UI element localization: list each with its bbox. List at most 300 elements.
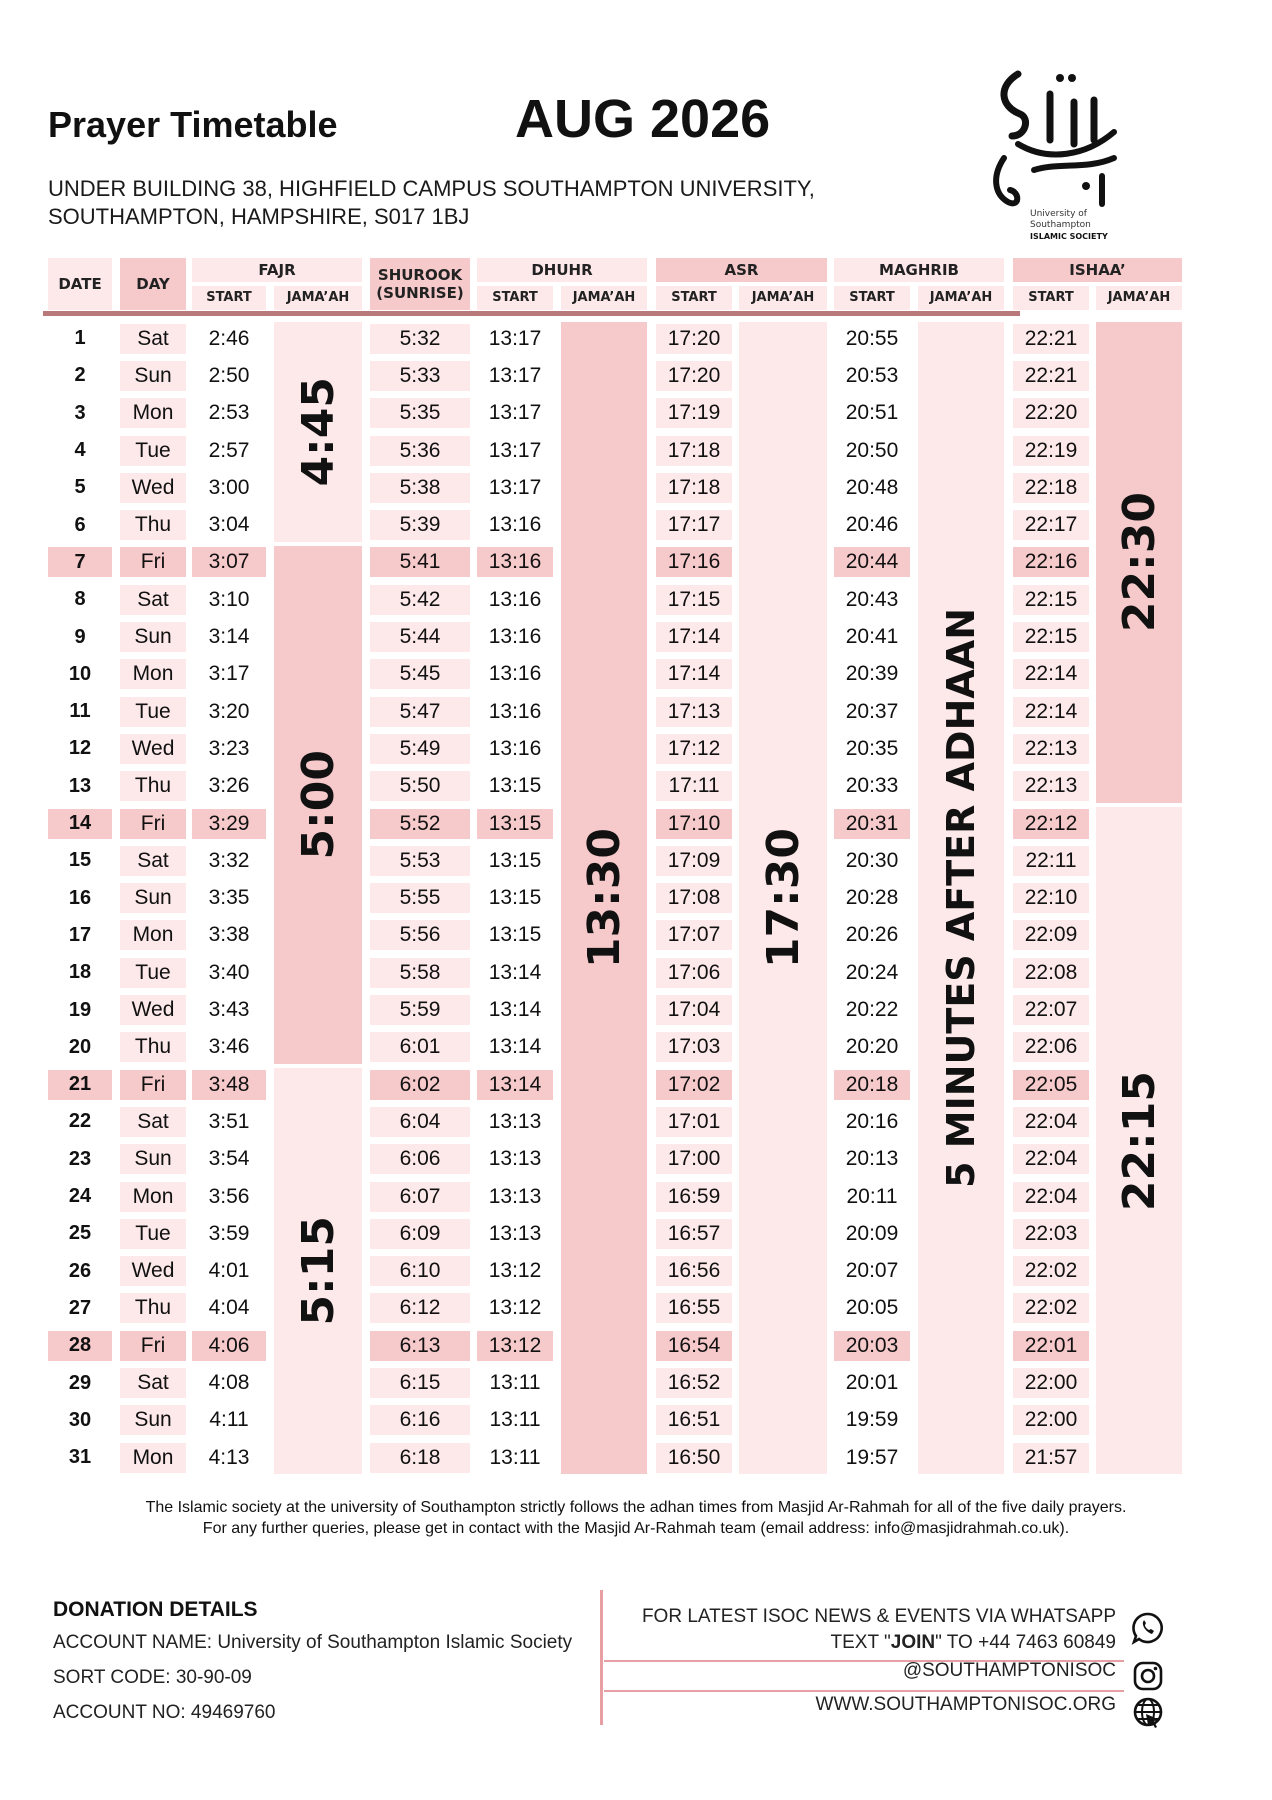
fajr-start-cell: 3:14 bbox=[208, 625, 250, 649]
ishaa-start-cell: 22:14 bbox=[1013, 659, 1089, 689]
asr-jamaah-time: 17:30 bbox=[757, 828, 809, 969]
maghrib-start-cell: 19:59 bbox=[845, 1408, 899, 1432]
day-cell: Fri bbox=[120, 1070, 186, 1100]
ishaa-start-cell: 22:17 bbox=[1013, 510, 1089, 540]
maghrib-start-cell: 20:39 bbox=[845, 662, 899, 686]
shurook-cell: 6:15 bbox=[370, 1368, 470, 1398]
asr-start-cell: 17:08 bbox=[656, 883, 732, 913]
day-cell: Sun bbox=[120, 1144, 186, 1174]
day-cell: Fri bbox=[120, 547, 186, 577]
dhuhr-start-cell: 13:13 bbox=[488, 1184, 542, 1208]
shurook-cell: 6:07 bbox=[370, 1182, 470, 1212]
fajr-start-cell: 2:46 bbox=[208, 326, 250, 350]
shurook-cell: 6:13 bbox=[370, 1331, 470, 1361]
date-cell: 10 bbox=[68, 662, 92, 685]
day-cell: Sun bbox=[120, 361, 186, 391]
date-cell: 20 bbox=[68, 1035, 92, 1058]
date-cell: 3 bbox=[74, 401, 86, 424]
day-cell: Mon bbox=[120, 920, 186, 950]
dhuhr-start-cell: 13:11 bbox=[489, 1371, 541, 1395]
shurook-cell: 6:12 bbox=[370, 1293, 470, 1323]
dhuhr-jamaah-header: JAMA’AH bbox=[561, 286, 647, 310]
maghrib-start-cell: 20:16 bbox=[845, 1109, 899, 1133]
fajr-start-cell: 3:04 bbox=[208, 513, 250, 537]
ishaa-start-cell: 22:09 bbox=[1013, 920, 1089, 950]
ishaa-start-cell: 22:08 bbox=[1013, 958, 1089, 988]
date-cell: 6 bbox=[74, 513, 86, 536]
dhuhr-start-cell: 13:16 bbox=[488, 736, 542, 760]
dhuhr-start-cell: 13:15 bbox=[477, 809, 553, 839]
logo-text-1: University of bbox=[1030, 209, 1087, 219]
fajr-jamaah-time: 5:15 bbox=[292, 1216, 344, 1326]
maghrib-start-cell: 20:22 bbox=[845, 998, 899, 1022]
date-cell: 16 bbox=[68, 886, 92, 909]
maghrib-start-cell: 20:28 bbox=[845, 886, 899, 910]
fajr-start-cell: 3:43 bbox=[208, 998, 250, 1022]
asr-start-cell: 17:01 bbox=[656, 1107, 732, 1137]
whatsapp-pre: TEXT " bbox=[830, 1632, 891, 1653]
day-cell: Sat bbox=[120, 1368, 186, 1398]
date-cell: 26 bbox=[68, 1259, 92, 1282]
dhuhr-start-cell: 13:13 bbox=[488, 1221, 542, 1245]
fajr-start-cell: 4:11 bbox=[209, 1408, 249, 1432]
maghrib-start-cell: 20:50 bbox=[845, 438, 899, 462]
day-cell: Sat bbox=[120, 324, 186, 354]
maghrib-jamaah-block bbox=[918, 322, 1004, 1474]
date-cell: 19 bbox=[68, 998, 92, 1021]
maghrib-start-cell: 20:07 bbox=[845, 1259, 899, 1283]
day-cell: Sat bbox=[120, 1107, 186, 1137]
shurook-cell: 5:59 bbox=[370, 995, 470, 1025]
ishaa-start-cell: 22:12 bbox=[1013, 809, 1089, 839]
maghrib-start-cell: 20:37 bbox=[845, 699, 899, 723]
dhuhr-start-cell: 13:12 bbox=[477, 1331, 553, 1361]
fajr-start-cell: 3:32 bbox=[208, 848, 250, 872]
maghrib-start-cell: 20:43 bbox=[845, 587, 899, 611]
day-cell: Thu bbox=[120, 510, 186, 540]
ishaa-start-cell: 22:20 bbox=[1013, 398, 1089, 428]
ishaa-start-cell: 22:21 bbox=[1013, 361, 1089, 391]
shurook-cell: 5:35 bbox=[370, 398, 470, 428]
dhuhr-start-cell: 13:16 bbox=[488, 513, 542, 537]
maghrib-start-cell: 20:31 bbox=[834, 809, 910, 839]
asr-start-cell: 17:17 bbox=[656, 510, 732, 540]
date-cell: 7 bbox=[48, 547, 112, 577]
instagram-handle[interactable]: @SOUTHAMPTONISOC bbox=[902, 1660, 1116, 1681]
dhuhr-start-cell: 13:15 bbox=[488, 848, 542, 872]
globe-icon[interactable] bbox=[1130, 1694, 1166, 1730]
asr-start-cell: 17:18 bbox=[656, 436, 732, 466]
donation-account-no: ACCOUNT NO: 49469760 bbox=[53, 1702, 276, 1723]
day-cell: Sun bbox=[120, 622, 186, 652]
date-cell: 21 bbox=[48, 1070, 112, 1100]
shurook-cell: 5:38 bbox=[370, 473, 470, 503]
asr-start-cell: 16:59 bbox=[656, 1182, 732, 1212]
fajr-start-cell: 3:59 bbox=[208, 1221, 250, 1245]
asr-start-cell: 17:18 bbox=[656, 473, 732, 503]
shurook-cell: 6:10 bbox=[370, 1256, 470, 1286]
fajr-start-cell: 3:23 bbox=[208, 736, 250, 760]
donation-account-name: ACCOUNT NAME: University of Southampton Islamic Society bbox=[53, 1632, 573, 1653]
maghrib-start-cell: 20:18 bbox=[834, 1070, 910, 1100]
logo-text-2: Southampton bbox=[1030, 220, 1091, 230]
dhuhr-start-cell: 13:11 bbox=[489, 1445, 541, 1469]
maghrib-start-cell: 19:57 bbox=[845, 1445, 899, 1469]
ishaa-start-cell: 22:06 bbox=[1013, 1032, 1089, 1062]
date-cell: 23 bbox=[68, 1147, 92, 1170]
ishaa-start-cell: 22:04 bbox=[1013, 1144, 1089, 1174]
date-cell: 18 bbox=[68, 961, 92, 984]
dhuhr-start-cell: 13:13 bbox=[488, 1147, 542, 1171]
dhuhr-start-cell: 13:15 bbox=[488, 886, 542, 910]
shurook-header bbox=[370, 258, 470, 310]
fajr-header: FAJR bbox=[192, 258, 362, 282]
dhuhr-start-cell: 13:15 bbox=[488, 774, 542, 798]
ishaa-start-cell: 22:04 bbox=[1013, 1182, 1089, 1212]
dhuhr-start-cell: 13:14 bbox=[488, 960, 542, 984]
day-cell: Wed bbox=[120, 995, 186, 1025]
shurook-cell: 6:01 bbox=[370, 1032, 470, 1062]
day-cell: Fri bbox=[120, 809, 186, 839]
asr-start-cell: 17:14 bbox=[656, 622, 732, 652]
day-cell: Thu bbox=[120, 1293, 186, 1323]
address-line-2: SOUTHAMPTON, HAMPSHIRE, S017 1BJ bbox=[48, 204, 470, 229]
day-cell: Tue bbox=[120, 436, 186, 466]
maghrib-start-cell: 20:11 bbox=[846, 1184, 898, 1208]
dhuhr-start-cell: 13:17 bbox=[488, 326, 542, 350]
shurook-cell: 5:45 bbox=[370, 659, 470, 689]
ishaa-jamaah-time: 22:15 bbox=[1113, 1070, 1165, 1211]
ishaa-start-cell: 22:14 bbox=[1013, 697, 1089, 727]
maghrib-start-cell: 20:41 bbox=[845, 625, 899, 649]
date-cell: 24 bbox=[68, 1185, 92, 1208]
maghrib-start-cell: 20:03 bbox=[834, 1331, 910, 1361]
maghrib-start-cell: 20:09 bbox=[845, 1221, 899, 1245]
shurook-cell: 5:52 bbox=[370, 809, 470, 839]
fajr-start-cell: 3:20 bbox=[208, 699, 250, 723]
asr-start-cell: 16:56 bbox=[656, 1256, 732, 1286]
asr-start-cell: 17:15 bbox=[656, 585, 732, 615]
shurook-cell: 6:02 bbox=[370, 1070, 470, 1100]
dhuhr-start-cell: 13:16 bbox=[488, 587, 542, 611]
fajr-start-cell: 3:48 bbox=[192, 1070, 266, 1100]
asr-jamaah-header: JAMA’AH bbox=[739, 286, 827, 310]
whatsapp-line-2 bbox=[831, 1632, 1117, 1654]
asr-start-cell: 16:50 bbox=[656, 1443, 732, 1473]
dhuhr-start-cell: 13:17 bbox=[488, 438, 542, 462]
date-cell: 12 bbox=[68, 737, 92, 760]
shurook-cell: 6:06 bbox=[370, 1144, 470, 1174]
maghrib-header: MAGHRIB bbox=[834, 258, 1004, 282]
day-cell: Thu bbox=[120, 771, 186, 801]
social-rule-2 bbox=[604, 1690, 1124, 1692]
shurook-cell: 5:41 bbox=[370, 547, 470, 577]
day-header: DAY bbox=[120, 258, 186, 310]
social-divider bbox=[600, 1590, 603, 1725]
asr-start-cell: 16:51 bbox=[656, 1405, 732, 1435]
maghrib-start-cell: 20:33 bbox=[845, 774, 899, 798]
asr-start-cell: 17:07 bbox=[656, 920, 732, 950]
dhuhr-jamaah-block bbox=[561, 322, 647, 1474]
date-cell: 11 bbox=[69, 700, 91, 723]
day-cell: Sun bbox=[120, 883, 186, 913]
fajr-start-cell: 2:57 bbox=[208, 438, 250, 462]
ishaa-start-cell: 22:13 bbox=[1013, 771, 1089, 801]
dhuhr-header: DHUHR bbox=[477, 258, 647, 282]
ishaa-start-cell: 22:01 bbox=[1013, 1331, 1089, 1361]
asr-start-cell: 17:03 bbox=[656, 1032, 732, 1062]
asr-start-cell: 16:55 bbox=[656, 1293, 732, 1323]
shurook-cell: 5:49 bbox=[370, 734, 470, 764]
date-cell: 22 bbox=[68, 1110, 92, 1133]
fajr-start-header: START bbox=[192, 286, 266, 310]
maghrib-jamaah-time: 5 MINUTES AFTER ADHAAN bbox=[939, 608, 983, 1189]
month-title: AUG 2026 bbox=[515, 89, 771, 149]
ishaa-start-cell: 22:16 bbox=[1013, 547, 1089, 577]
fajr-jamaah-block bbox=[274, 1068, 362, 1474]
dhuhr-start-cell: 13:17 bbox=[488, 363, 542, 387]
day-cell: Sat bbox=[120, 846, 186, 876]
whatsapp-line-1: FOR LATEST ISOC NEWS & EVENTS VIA WHATSAPP bbox=[641, 1606, 1116, 1627]
asr-start-cell: 17:00 bbox=[656, 1144, 732, 1174]
shurook-cell: 6:18 bbox=[370, 1443, 470, 1473]
dhuhr-start-cell: 13:16 bbox=[488, 662, 542, 686]
asr-start-cell: 17:06 bbox=[656, 958, 732, 988]
ishaa-start-header: START bbox=[1013, 286, 1089, 310]
ishaa-jamaah-block bbox=[1096, 807, 1182, 1474]
day-cell: Sat bbox=[120, 585, 186, 615]
fajr-start-cell: 3:10 bbox=[208, 587, 250, 611]
dhuhr-start-cell: 13:16 bbox=[488, 699, 542, 723]
dhuhr-jamaah-time: 13:30 bbox=[578, 828, 630, 969]
maghrib-start-cell: 20:44 bbox=[834, 547, 910, 577]
date-cell: 1 bbox=[74, 327, 86, 350]
dhuhr-start-cell: 13:14 bbox=[488, 998, 542, 1022]
ishaa-header: ISHAA’ bbox=[1013, 258, 1182, 282]
maghrib-start-cell: 20:51 bbox=[845, 401, 899, 425]
asr-start-cell: 17:16 bbox=[656, 547, 732, 577]
page-title: Prayer Timetable bbox=[48, 104, 338, 145]
date-cell: 13 bbox=[68, 774, 92, 797]
day-cell: Wed bbox=[120, 734, 186, 764]
maghrib-start-cell: 20:26 bbox=[845, 923, 899, 947]
shurook-cell: 5:53 bbox=[370, 846, 470, 876]
ishaa-start-cell: 22:13 bbox=[1013, 734, 1089, 764]
fajr-jamaah-header: JAMA’AH bbox=[274, 286, 362, 310]
asr-start-cell: 17:04 bbox=[656, 995, 732, 1025]
day-cell: Tue bbox=[120, 1219, 186, 1249]
date-cell: 31 bbox=[68, 1446, 92, 1469]
whatsapp-keyword: JOIN bbox=[890, 1632, 936, 1653]
shurook-cell: 5:55 bbox=[370, 883, 470, 913]
dhuhr-start-cell: 13:16 bbox=[477, 547, 553, 577]
shurook-header-shurook: SHUROOK bbox=[377, 266, 463, 284]
ishaa-jamaah-block bbox=[1096, 322, 1182, 803]
asr-start-cell: 16:54 bbox=[656, 1331, 732, 1361]
date-cell: 8 bbox=[74, 588, 86, 611]
date-cell: 27 bbox=[68, 1296, 92, 1319]
day-cell: Mon bbox=[120, 398, 186, 428]
shurook-cell: 5:50 bbox=[370, 771, 470, 801]
fajr-start-cell: 3:40 bbox=[208, 960, 250, 984]
date-cell: 15 bbox=[68, 849, 92, 872]
ishaa-start-cell: 22:10 bbox=[1013, 883, 1089, 913]
ishaa-start-cell: 22:18 bbox=[1013, 473, 1089, 503]
ishaa-jamaah-header: JAMA’AH bbox=[1096, 286, 1182, 310]
maghrib-start-header: START bbox=[834, 286, 910, 310]
maghrib-start-cell: 20:01 bbox=[845, 1371, 899, 1395]
fajr-start-cell: 3:00 bbox=[208, 475, 250, 499]
shurook-cell: 5:32 bbox=[370, 324, 470, 354]
fajr-start-cell: 2:53 bbox=[208, 401, 250, 425]
whatsapp-post: " TO +44 7463 60849 bbox=[935, 1632, 1116, 1653]
dhuhr-start-cell: 13:13 bbox=[488, 1109, 542, 1133]
ishaa-start-cell: 22:00 bbox=[1013, 1368, 1089, 1398]
day-cell: Mon bbox=[120, 1443, 186, 1473]
fajr-start-cell: 3:35 bbox=[208, 886, 250, 910]
website-link[interactable]: WWW.SOUTHAMPTONISOC.ORG bbox=[815, 1694, 1116, 1715]
donation-title: DONATION DETAILS bbox=[53, 1598, 258, 1621]
fajr-start-cell: 4:06 bbox=[192, 1331, 266, 1361]
fajr-start-cell: 3:46 bbox=[208, 1035, 250, 1059]
asr-start-cell: 17:12 bbox=[656, 734, 732, 764]
maghrib-jamaah-header: JAMA’AH bbox=[918, 286, 1004, 310]
shurook-cell: 5:47 bbox=[370, 697, 470, 727]
ishaa-start-cell: 22:15 bbox=[1013, 622, 1089, 652]
footer-note-line-1: The Islamic society at the university of Southampton strictly follows the adhan times from Masjid Ar-Rahmah for all of the five daily prayers. bbox=[145, 1499, 1127, 1516]
asr-start-cell: 17:20 bbox=[656, 324, 732, 354]
shurook-cell: 5:44 bbox=[370, 622, 470, 652]
day-cell: Tue bbox=[120, 958, 186, 988]
fajr-start-cell: 3:29 bbox=[192, 809, 266, 839]
asr-jamaah-block bbox=[739, 322, 827, 1474]
maghrib-start-cell: 20:46 bbox=[845, 513, 899, 537]
maghrib-start-cell: 20:24 bbox=[845, 960, 899, 984]
dhuhr-start-cell: 13:14 bbox=[488, 1035, 542, 1059]
fajr-start-cell: 3:17 bbox=[208, 662, 250, 686]
address-line-1: UNDER BUILDING 38, HIGHFIELD CAMPUS SOUTHAMPTON UNIVERSITY, bbox=[48, 176, 815, 201]
fajr-jamaah-block bbox=[274, 322, 362, 542]
shurook-header-sunrise: (SUNRISE) bbox=[376, 284, 464, 302]
shurook-cell: 6:16 bbox=[370, 1405, 470, 1435]
asr-start-cell: 17:14 bbox=[656, 659, 732, 689]
date-cell: 28 bbox=[48, 1331, 112, 1361]
day-cell: Mon bbox=[120, 1182, 186, 1212]
day-cell: Mon bbox=[120, 659, 186, 689]
day-cell: Sun bbox=[120, 1405, 186, 1435]
day-cell: Fri bbox=[120, 1331, 186, 1361]
whatsapp-icon[interactable] bbox=[1130, 1610, 1166, 1646]
fajr-jamaah-time: 5:00 bbox=[292, 750, 344, 860]
asr-start-cell: 17:09 bbox=[656, 846, 732, 876]
fajr-start-cell: 3:38 bbox=[208, 923, 250, 947]
shurook-cell: 6:09 bbox=[370, 1219, 470, 1249]
date-header: DATE bbox=[48, 258, 112, 310]
shurook-cell: 5:33 bbox=[370, 361, 470, 391]
asr-start-cell: 17:10 bbox=[656, 809, 732, 839]
day-cell: Wed bbox=[120, 1256, 186, 1286]
ishaa-start-cell: 22:02 bbox=[1013, 1293, 1089, 1323]
fajr-start-cell: 4:04 bbox=[208, 1296, 250, 1320]
date-cell: 9 bbox=[74, 625, 86, 648]
dhuhr-start-cell: 13:12 bbox=[488, 1259, 542, 1283]
ishaa-start-cell: 22:00 bbox=[1013, 1405, 1089, 1435]
dhuhr-start-cell: 13:15 bbox=[488, 923, 542, 947]
dhuhr-start-header: START bbox=[477, 286, 553, 310]
shurook-cell: 5:36 bbox=[370, 436, 470, 466]
asr-start-cell: 17:13 bbox=[656, 697, 732, 727]
fajr-start-cell: 3:07 bbox=[192, 547, 266, 577]
maghrib-start-cell: 20:55 bbox=[845, 326, 899, 350]
fajr-start-cell: 3:56 bbox=[208, 1184, 250, 1208]
maghrib-start-cell: 20:35 bbox=[845, 736, 899, 760]
fajr-jamaah-time: 4:45 bbox=[292, 377, 344, 487]
maghrib-start-cell: 20:05 bbox=[845, 1296, 899, 1320]
header-rule bbox=[43, 311, 1020, 316]
asr-header: ASR bbox=[656, 258, 827, 282]
dhuhr-start-cell: 13:17 bbox=[488, 475, 542, 499]
fajr-start-cell: 3:51 bbox=[208, 1109, 250, 1133]
asr-start-cell: 17:02 bbox=[656, 1070, 732, 1100]
maghrib-start-cell: 20:30 bbox=[845, 848, 899, 872]
date-cell: 5 bbox=[74, 476, 86, 499]
shurook-cell: 5:42 bbox=[370, 585, 470, 615]
ishaa-start-cell: 22:21 bbox=[1013, 324, 1089, 354]
asr-start-cell: 16:57 bbox=[656, 1219, 732, 1249]
footer-note-line-2: For any further queries, please get in contact with the Masjid Ar-Rahmah team (email address: info@masjidrahmah.co.uk). bbox=[202, 1520, 1070, 1537]
dhuhr-start-cell: 13:12 bbox=[488, 1296, 542, 1320]
instagram-icon[interactable] bbox=[1130, 1658, 1166, 1694]
day-cell: Thu bbox=[120, 1032, 186, 1062]
dhuhr-start-cell: 13:16 bbox=[488, 625, 542, 649]
date-cell: 14 bbox=[48, 809, 112, 839]
day-cell: Tue bbox=[120, 697, 186, 727]
fajr-start-cell: 4:13 bbox=[208, 1445, 250, 1469]
asr-start-cell: 16:52 bbox=[656, 1368, 732, 1398]
date-cell: 25 bbox=[68, 1222, 92, 1245]
shurook-cell: 5:39 bbox=[370, 510, 470, 540]
donation-sort-code: SORT CODE: 30-90-09 bbox=[53, 1667, 252, 1688]
ishaa-jamaah-time: 22:30 bbox=[1113, 492, 1165, 633]
dhuhr-start-cell: 13:17 bbox=[488, 401, 542, 425]
ishaa-start-cell: 22:15 bbox=[1013, 585, 1089, 615]
logo-text-3: ISLAMIC SOCIETY bbox=[1030, 232, 1108, 241]
ishaa-start-cell: 22:11 bbox=[1013, 846, 1089, 876]
dhuhr-start-cell: 13:14 bbox=[477, 1070, 553, 1100]
fajr-start-cell: 4:01 bbox=[208, 1259, 250, 1283]
asr-start-header: START bbox=[656, 286, 732, 310]
ishaa-start-cell: 22:03 bbox=[1013, 1219, 1089, 1249]
date-cell: 30 bbox=[68, 1408, 92, 1431]
maghrib-start-cell: 20:48 bbox=[845, 475, 899, 499]
maghrib-start-cell: 20:53 bbox=[845, 363, 899, 387]
maghrib-start-cell: 20:20 bbox=[845, 1035, 899, 1059]
asr-start-cell: 17:20 bbox=[656, 361, 732, 391]
asr-start-cell: 17:19 bbox=[656, 398, 732, 428]
fajr-start-cell: 2:50 bbox=[208, 363, 250, 387]
date-cell: 4 bbox=[74, 439, 86, 462]
fajr-start-cell: 3:54 bbox=[208, 1147, 250, 1171]
ishaa-start-cell: 22:05 bbox=[1013, 1070, 1089, 1100]
shurook-cell: 6:04 bbox=[370, 1107, 470, 1137]
maghrib-start-cell: 20:13 bbox=[845, 1147, 899, 1171]
fajr-start-cell: 3:26 bbox=[208, 774, 250, 798]
ishaa-start-cell: 22:07 bbox=[1013, 995, 1089, 1025]
fajr-jamaah-block bbox=[274, 546, 362, 1064]
dhuhr-start-cell: 13:11 bbox=[489, 1408, 541, 1432]
ishaa-start-cell: 22:19 bbox=[1013, 436, 1089, 466]
ishaa-start-cell: 22:02 bbox=[1013, 1256, 1089, 1286]
